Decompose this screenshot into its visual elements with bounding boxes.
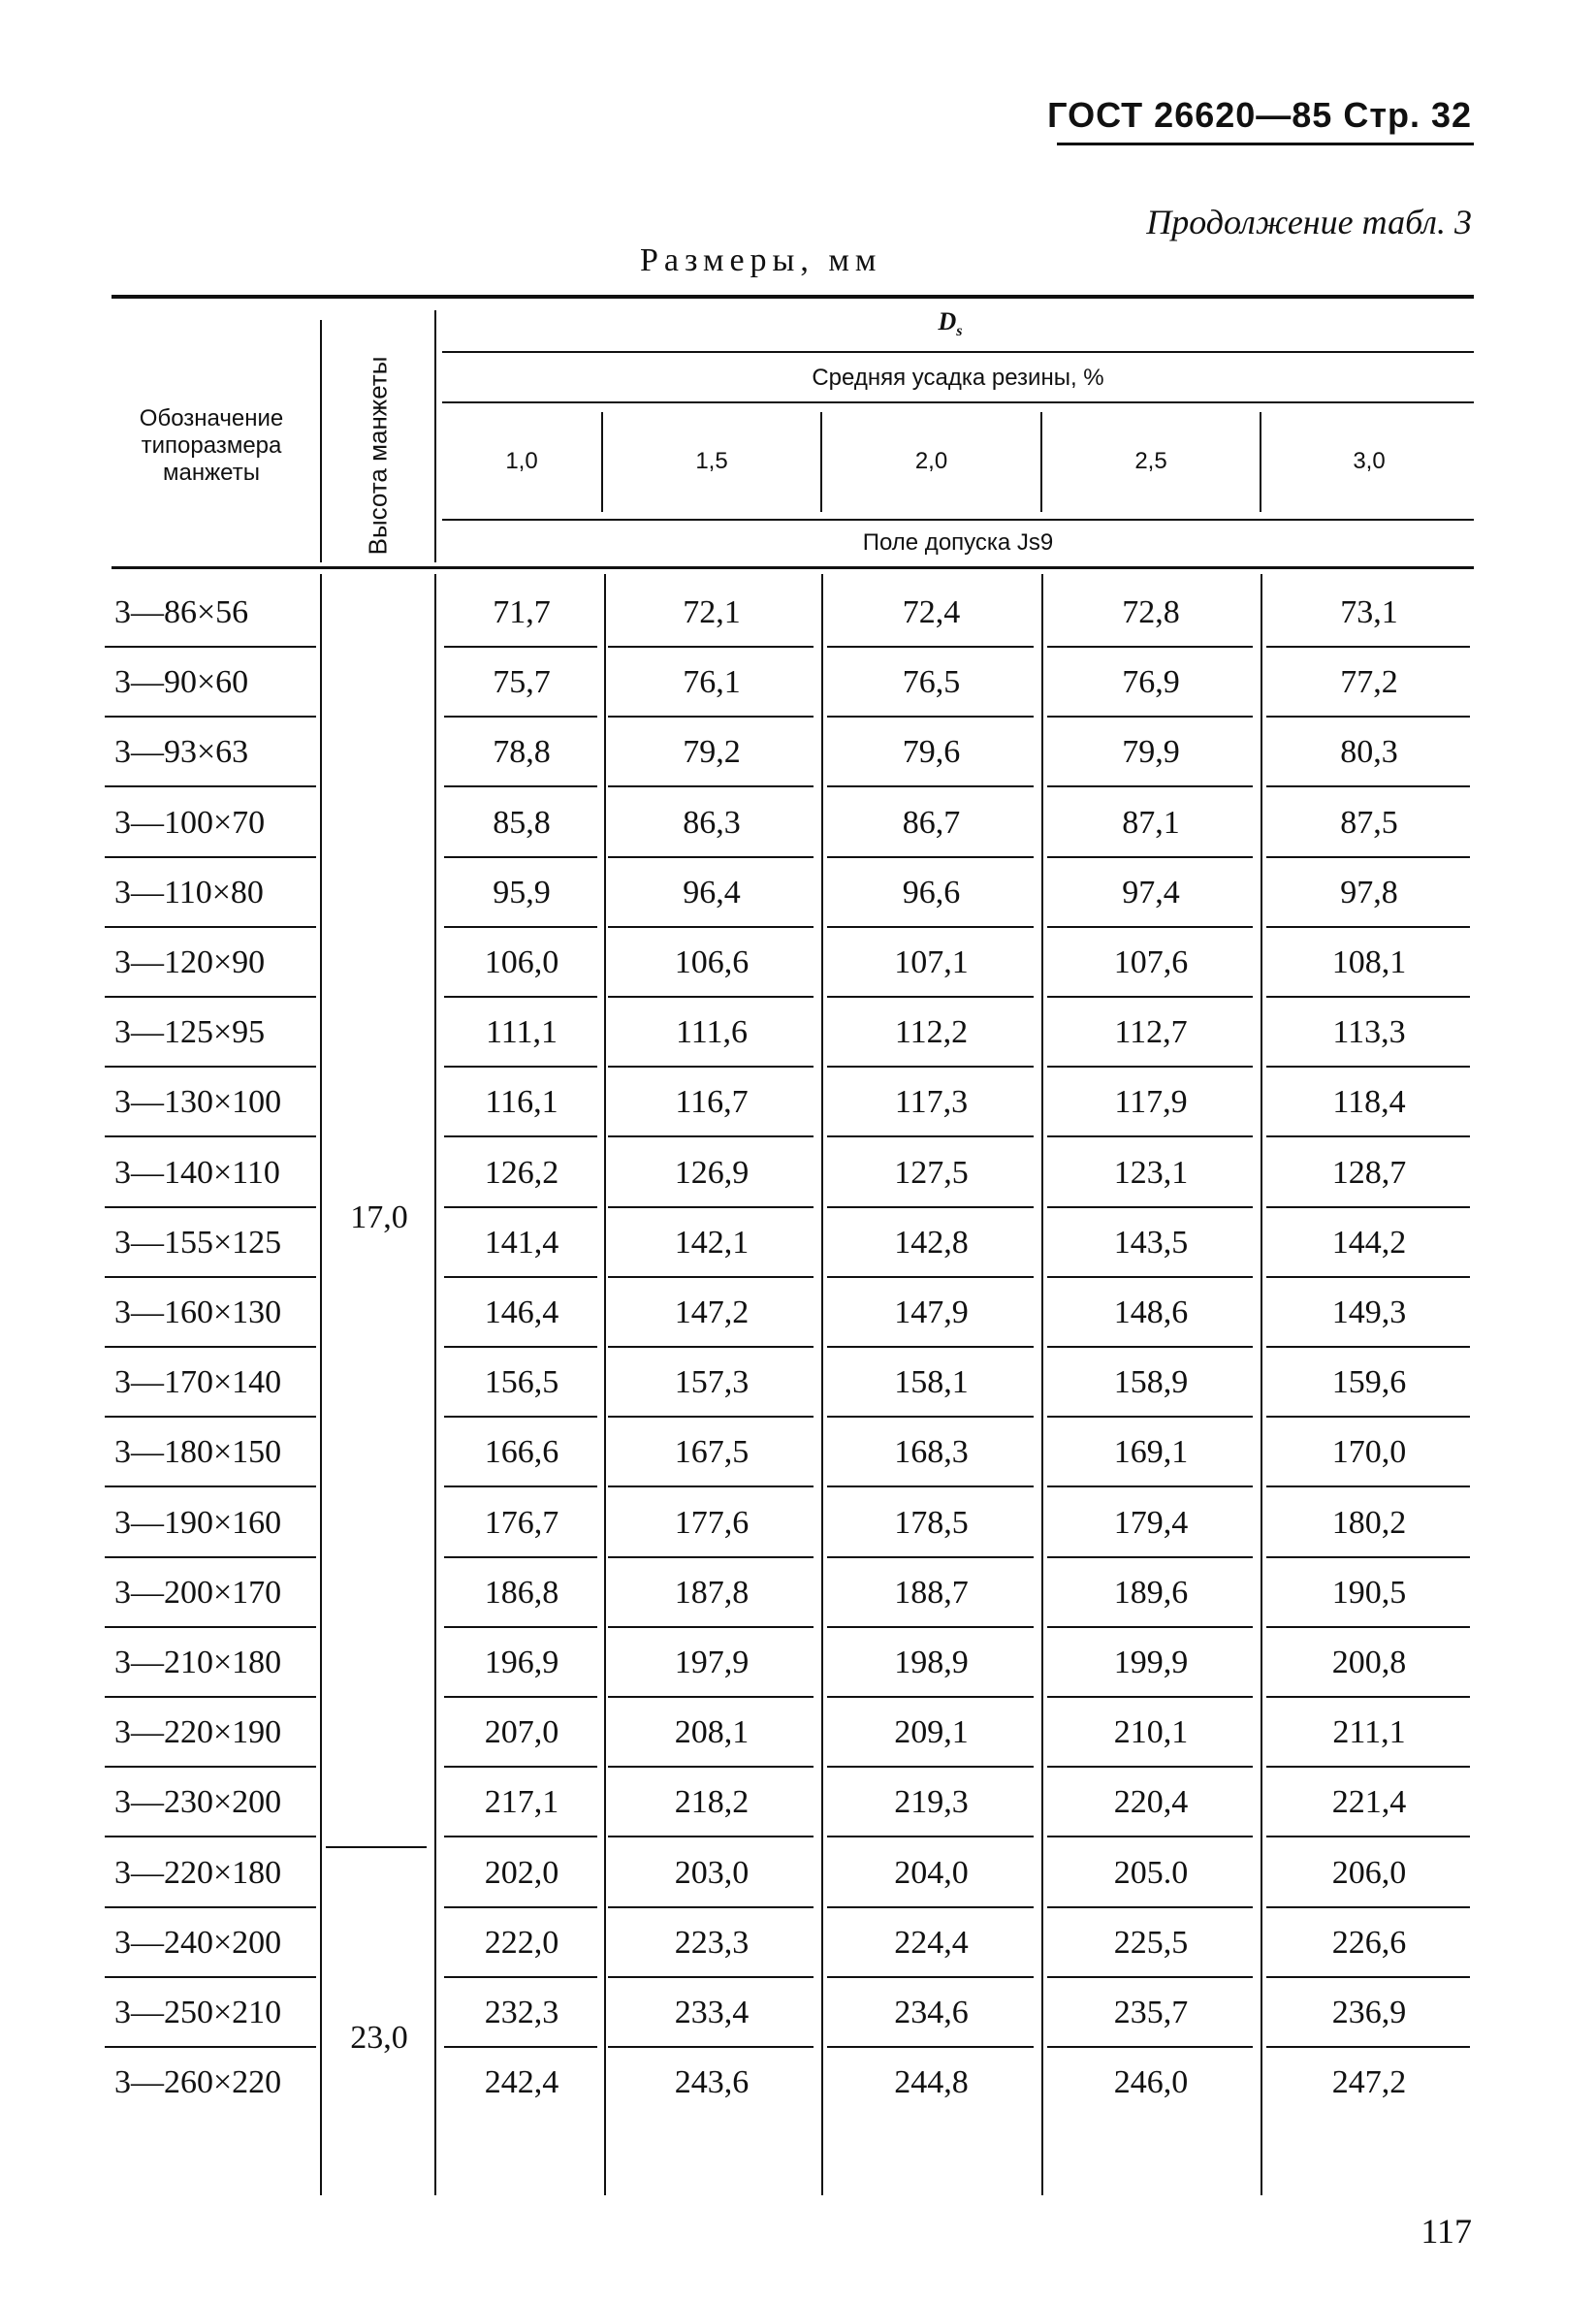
body-column-divider — [821, 574, 823, 2195]
cell-rule — [1047, 1066, 1253, 1068]
cell-rule — [444, 1206, 597, 1208]
table-top-rule — [112, 295, 1474, 299]
cell-rule — [827, 646, 1034, 648]
table-cell: 72,4 — [902, 594, 961, 630]
cell-rule — [608, 856, 814, 858]
cell-rule — [1047, 1416, 1253, 1418]
cell-rule — [1047, 646, 1253, 648]
table-cell: 107,1 — [894, 944, 969, 980]
table-cell: 142,1 — [674, 1225, 750, 1261]
table-cell: 177,6 — [674, 1505, 750, 1541]
row-rule — [105, 1485, 316, 1487]
table-cell: 147,9 — [894, 1294, 969, 1330]
row-designation: 3—250×210 — [114, 1995, 282, 2030]
table-cell: 209,1 — [894, 1714, 969, 1750]
cell-rule — [444, 1626, 597, 1628]
row-rule — [105, 1346, 316, 1348]
table-cell: 157,3 — [674, 1364, 750, 1400]
row-rule — [105, 1135, 316, 1137]
cell-rule — [1047, 1346, 1253, 1348]
table-cell: 158,9 — [1113, 1364, 1189, 1400]
table-cell: 243,6 — [674, 2064, 750, 2100]
cell-rule — [444, 1276, 597, 1278]
cell-rule — [608, 996, 814, 998]
table-cell: 242,4 — [484, 2064, 559, 2100]
cell-rule — [1047, 1135, 1253, 1137]
cell-rule — [1266, 1066, 1470, 1068]
cell-rule — [1266, 1906, 1470, 1908]
table-cell: 96,6 — [902, 875, 961, 910]
cell-rule — [1266, 1206, 1470, 1208]
shrinkage-header: Средняя усадка резины, % — [812, 365, 1104, 391]
cell-rule — [608, 1976, 814, 1978]
cell-rule — [827, 1206, 1034, 1208]
table-cell: 79,9 — [1122, 734, 1180, 770]
cell-rule — [1266, 926, 1470, 928]
table-cell: 247,2 — [1331, 2064, 1407, 2100]
table-cell: 220,4 — [1113, 1784, 1189, 1820]
table-cell: 143,5 — [1113, 1225, 1189, 1261]
table-cell: 202,0 — [484, 1855, 559, 1891]
cell-rule — [827, 1135, 1034, 1137]
table-cell: 218,2 — [674, 1784, 750, 1820]
table-cell: 112,7 — [1114, 1014, 1188, 1050]
cell-rule — [1047, 1206, 1253, 1208]
table-cell: 210,1 — [1113, 1714, 1189, 1750]
table-cell: 87,5 — [1340, 805, 1398, 841]
header-divider-1 — [320, 320, 322, 562]
height-value: 23,0 — [350, 2020, 408, 2056]
table-cell: 127,5 — [894, 1155, 969, 1191]
table-cell: 106,6 — [674, 944, 750, 980]
table-cell: 226,6 — [1331, 1925, 1407, 1961]
cell-rule — [1047, 856, 1253, 858]
row-designation: 3—200×170 — [114, 1575, 282, 1611]
cell-rule — [1266, 1556, 1470, 1558]
table-cell: 144,2 — [1331, 1225, 1407, 1261]
cell-rule — [827, 1766, 1034, 1768]
cell-rule — [444, 1416, 597, 1418]
table-cell: 167,5 — [674, 1434, 750, 1470]
table-cell: 116,1 — [485, 1084, 559, 1120]
header-divider-2 — [434, 310, 436, 562]
cell-rule — [827, 996, 1034, 998]
table-cell: 75,7 — [493, 664, 551, 700]
table-cell: 205.0 — [1113, 1855, 1189, 1891]
cell-rule — [1266, 716, 1470, 718]
table-cell: 71,7 — [493, 594, 551, 630]
cell-rule — [827, 716, 1034, 718]
cell-rule — [1047, 716, 1253, 718]
shrinkage-value-header: 2,0 — [914, 448, 948, 474]
cell-rule — [1266, 1416, 1470, 1418]
cell-rule — [608, 716, 814, 718]
row-rule — [105, 1766, 316, 1768]
table-cell: 73,1 — [1340, 594, 1398, 630]
row-designation: 3—130×100 — [114, 1084, 282, 1120]
cell-rule — [444, 1135, 597, 1137]
cell-rule — [1266, 1766, 1470, 1768]
table-cell: 176,7 — [484, 1505, 559, 1541]
table-cell: 233,4 — [674, 1995, 750, 2030]
table-cell: 208,1 — [674, 1714, 750, 1750]
table-cell: 206,0 — [1331, 1855, 1407, 1891]
cell-rule — [608, 1696, 814, 1698]
cell-rule — [1047, 1556, 1253, 1558]
table-cell: 76,1 — [683, 664, 741, 700]
table-cell: 200,8 — [1331, 1645, 1407, 1680]
tolerance-header: Поле допуска Js9 — [862, 529, 1054, 556]
cell-rule — [1047, 1485, 1253, 1487]
cell-rule — [608, 1766, 814, 1768]
row-rule — [105, 1696, 316, 1698]
cell-rule — [1266, 2046, 1470, 2048]
table-cell: 219,3 — [894, 1784, 969, 1820]
row-designation: 3—93×63 — [114, 734, 249, 770]
cell-rule — [608, 1626, 814, 1628]
cell-rule — [827, 1346, 1034, 1348]
table-cell: 197,9 — [674, 1645, 750, 1680]
cell-rule — [827, 1066, 1034, 1068]
table-cell: 96,4 — [683, 875, 741, 910]
cell-rule — [827, 2046, 1034, 2048]
cell-rule — [608, 785, 814, 787]
table-cell: 72,8 — [1122, 594, 1180, 630]
table-cell: 111,6 — [676, 1014, 748, 1050]
table-cell: 232,3 — [484, 1995, 559, 2030]
body-column-divider — [320, 574, 322, 2195]
shrinkage-value-header: 1,0 — [505, 448, 538, 474]
cell-rule — [444, 1906, 597, 1908]
cell-rule — [608, 646, 814, 648]
table-cell: 79,2 — [683, 734, 741, 770]
cell-rule — [608, 1485, 814, 1487]
row-rule — [105, 1626, 316, 1628]
cell-rule — [608, 1556, 814, 1558]
row-designation: 3—180×150 — [114, 1434, 282, 1470]
cell-rule — [444, 785, 597, 787]
table-cell: 178,5 — [894, 1505, 969, 1541]
table-cell: 198,9 — [894, 1645, 969, 1680]
table-cell: 196,9 — [484, 1645, 559, 1680]
table-cell: 86,7 — [902, 805, 961, 841]
row-designation: 3—140×110 — [114, 1155, 280, 1191]
cell-rule — [1266, 856, 1470, 858]
table-cell: 199,9 — [1113, 1645, 1189, 1680]
row-designation: 3—210×180 — [114, 1645, 282, 1680]
table-cell: 86,3 — [683, 805, 741, 841]
cell-rule — [827, 856, 1034, 858]
cell-rule — [827, 1696, 1034, 1698]
document-header: ГОСТ 26620—85 Стр. 32 — [1047, 95, 1472, 135]
row-rule — [105, 996, 316, 998]
table-cell: 142,8 — [894, 1225, 969, 1261]
table-cell: 170,0 — [1331, 1434, 1407, 1470]
cell-rule — [1266, 1485, 1470, 1487]
table-cell: 246,0 — [1113, 2064, 1189, 2100]
tolerance-rule — [442, 519, 1474, 521]
row-designation: 3—100×70 — [114, 805, 266, 841]
cell-rule — [608, 1416, 814, 1418]
cell-rule — [608, 926, 814, 928]
cell-rule — [827, 1556, 1034, 1558]
cell-rule — [1266, 1626, 1470, 1628]
cell-rule — [444, 1836, 597, 1837]
body-column-divider — [1041, 574, 1043, 2195]
table-cell: 77,2 — [1340, 664, 1398, 700]
cell-rule — [1266, 1836, 1470, 1837]
table-cell: 156,5 — [484, 1364, 559, 1400]
table-cell: 148,6 — [1113, 1294, 1189, 1330]
table-cell: 97,4 — [1122, 875, 1180, 910]
cell-rule — [827, 1906, 1034, 1908]
table-cell: 78,8 — [493, 734, 551, 770]
shrinkage-column-divider — [1260, 412, 1261, 512]
cell-rule — [444, 996, 597, 998]
table-cell: 244,8 — [894, 2064, 969, 2100]
cell-rule — [1266, 1276, 1470, 1278]
table-cell: 113,3 — [1332, 1014, 1406, 1050]
cell-rule — [1047, 2046, 1253, 2048]
cell-rule — [608, 1836, 814, 1837]
cell-rule — [444, 1556, 597, 1558]
table-cell: 203,0 — [674, 1855, 750, 1891]
table-cell: 126,2 — [484, 1155, 559, 1191]
height-header: Высота манжеты — [363, 356, 393, 556]
table-cell: 118,4 — [1332, 1084, 1406, 1120]
row-designation: 3—110×80 — [114, 875, 264, 910]
height-group-divider — [326, 1846, 427, 1848]
table-cell: 72,1 — [683, 594, 741, 630]
row-rule — [105, 2046, 316, 2048]
row-rule — [105, 1276, 316, 1278]
table-cell: 217,1 — [484, 1784, 559, 1820]
row-rule — [105, 1206, 316, 1208]
cell-rule — [827, 1276, 1034, 1278]
cell-rule — [1266, 646, 1470, 648]
table-cell: 235,7 — [1113, 1995, 1189, 2030]
cell-rule — [608, 1276, 814, 1278]
row-designation: 3—160×130 — [114, 1294, 282, 1330]
row-rule — [105, 646, 316, 648]
table-cell: 188,7 — [894, 1575, 969, 1611]
row-rule — [105, 716, 316, 718]
cell-rule — [608, 1066, 814, 1068]
table-cell: 236,9 — [1331, 1995, 1407, 2030]
header-rule — [1057, 143, 1474, 145]
table-cell: 147,2 — [674, 1294, 750, 1330]
cell-rule — [608, 1346, 814, 1348]
cell-rule — [444, 1066, 597, 1068]
table-cell: 187,8 — [674, 1575, 750, 1611]
height-value: 17,0 — [350, 1199, 408, 1235]
cell-rule — [1266, 1135, 1470, 1137]
table-cell: 207,0 — [484, 1714, 559, 1750]
table-cell: 159,6 — [1331, 1364, 1407, 1400]
table-cell: 80,3 — [1340, 734, 1398, 770]
table-cell: 221,4 — [1331, 1784, 1407, 1820]
cell-rule — [608, 1206, 814, 1208]
row-rule — [105, 1416, 316, 1418]
row-rule — [105, 1836, 316, 1837]
table-cell: 76,9 — [1122, 664, 1180, 700]
table-cell: 211,1 — [1332, 1714, 1406, 1750]
cell-rule — [1047, 1626, 1253, 1628]
row-designation: 3—260×220 — [114, 2064, 282, 2100]
row-rule — [105, 1556, 316, 1558]
table-cell: 85,8 — [493, 805, 551, 841]
cell-rule — [827, 1836, 1034, 1837]
cell-rule — [1047, 1836, 1253, 1837]
table-cell: 128,7 — [1331, 1155, 1407, 1191]
table-cell: 76,5 — [902, 664, 961, 700]
row-designation: 3—240×200 — [114, 1925, 282, 1961]
table-cell: 166,6 — [484, 1434, 559, 1470]
row-designation: 3—220×190 — [114, 1714, 282, 1750]
d-group-header: $D_s$ — [938, 307, 963, 340]
row-designation: 3—190×160 — [114, 1505, 282, 1541]
table-cell: 123,1 — [1113, 1155, 1189, 1191]
cell-rule — [608, 2046, 814, 2048]
shrinkage-rule — [442, 401, 1474, 403]
table-cell: 112,2 — [894, 1014, 969, 1050]
header-bottom-rule — [112, 566, 1474, 569]
cell-rule — [1047, 996, 1253, 998]
cell-rule — [444, 646, 597, 648]
row-rule — [105, 785, 316, 787]
designation-header: Обозначение типоразмера манжеты — [139, 405, 284, 486]
row-designation: 3—120×90 — [114, 944, 266, 980]
cell-rule — [1266, 1346, 1470, 1348]
table-cell: 111,1 — [486, 1014, 558, 1050]
body-column-divider — [434, 574, 436, 2195]
cell-rule — [827, 1976, 1034, 1978]
row-designation: 3—220×180 — [114, 1855, 282, 1891]
table-cell: 97,8 — [1340, 875, 1398, 910]
table-cell: 149,3 — [1331, 1294, 1407, 1330]
shrinkage-column-divider — [820, 412, 822, 512]
row-designation: 3—86×56 — [114, 594, 249, 630]
shrinkage-column-divider — [1040, 412, 1042, 512]
table-cell: 95,9 — [493, 875, 551, 910]
table-cell: 146,4 — [484, 1294, 559, 1330]
cell-rule — [1266, 785, 1470, 787]
table-continuation-label: Продолжение табл. 3 — [1146, 203, 1472, 241]
table-cell: 225,5 — [1113, 1925, 1189, 1961]
cell-rule — [827, 1626, 1034, 1628]
cell-rule — [1266, 1976, 1470, 1978]
cell-rule — [444, 1976, 597, 1978]
page-number: 117 — [1420, 2212, 1472, 2251]
row-rule — [105, 926, 316, 928]
cell-rule — [827, 1485, 1034, 1487]
table-cell: 117,9 — [1114, 1084, 1188, 1120]
table-cell: 222,0 — [484, 1925, 559, 1961]
table-cell: 189,6 — [1113, 1575, 1189, 1611]
cell-rule — [1047, 1696, 1253, 1698]
row-designation: 3—170×140 — [114, 1364, 282, 1400]
cell-rule — [1047, 1766, 1253, 1768]
body-column-divider — [1261, 574, 1262, 2195]
row-rule — [105, 1976, 316, 1978]
cell-rule — [444, 856, 597, 858]
row-designation: 3—90×60 — [114, 664, 249, 700]
cell-rule — [1047, 926, 1253, 928]
table-cell: 169,1 — [1113, 1434, 1189, 1470]
table-cell: 117,3 — [894, 1084, 969, 1120]
table-cell: 224,4 — [894, 1925, 969, 1961]
cell-rule — [444, 1696, 597, 1698]
row-designation: 3—230×200 — [114, 1784, 282, 1820]
table-cell: 223,3 — [674, 1925, 750, 1961]
cell-rule — [1266, 1696, 1470, 1698]
units-label: Размеры, мм — [640, 242, 882, 278]
cell-rule — [444, 926, 597, 928]
cell-rule — [608, 1906, 814, 1908]
cell-rule — [1047, 1906, 1253, 1908]
table-cell: 141,4 — [484, 1225, 559, 1261]
table-cell: 168,3 — [894, 1434, 969, 1470]
table-cell: 180,2 — [1331, 1505, 1407, 1541]
table-cell: 234,6 — [894, 1995, 969, 2030]
table-cell: 79,6 — [902, 734, 961, 770]
table-cell: 87,1 — [1122, 805, 1180, 841]
table-cell: 116,7 — [675, 1084, 749, 1120]
cell-rule — [827, 785, 1034, 787]
cell-rule — [827, 1416, 1034, 1418]
cell-rule — [1266, 996, 1470, 998]
table-cell: 126,9 — [674, 1155, 750, 1191]
table-cell: 204,0 — [894, 1855, 969, 1891]
cell-rule — [444, 1346, 597, 1348]
cell-rule — [444, 2046, 597, 2048]
cell-rule — [1047, 1976, 1253, 1978]
table-cell: 179,4 — [1113, 1505, 1189, 1541]
table-cell: 107,6 — [1113, 944, 1189, 980]
cell-rule — [608, 1135, 814, 1137]
d-group-rule — [442, 351, 1474, 353]
shrinkage-column-divider — [601, 412, 603, 512]
row-designation: 3—155×125 — [114, 1225, 282, 1261]
shrinkage-value-header: 3,0 — [1353, 448, 1386, 474]
table-cell: 106,0 — [484, 944, 559, 980]
shrinkage-value-header: 1,5 — [695, 448, 728, 474]
cell-rule — [444, 716, 597, 718]
cell-rule — [1047, 785, 1253, 787]
table-cell: 186,8 — [484, 1575, 559, 1611]
row-rule — [105, 1066, 316, 1068]
cell-rule — [444, 1485, 597, 1487]
row-rule — [105, 856, 316, 858]
table-cell: 190,5 — [1331, 1575, 1407, 1611]
shrinkage-value-header: 2,5 — [1134, 448, 1167, 474]
table-cell: 108,1 — [1331, 944, 1407, 980]
cell-rule — [1047, 1276, 1253, 1278]
row-designation: 3—125×95 — [114, 1014, 266, 1050]
row-rule — [105, 1906, 316, 1908]
cell-rule — [444, 1766, 597, 1768]
cell-rule — [827, 926, 1034, 928]
table-cell: 158,1 — [894, 1364, 969, 1400]
